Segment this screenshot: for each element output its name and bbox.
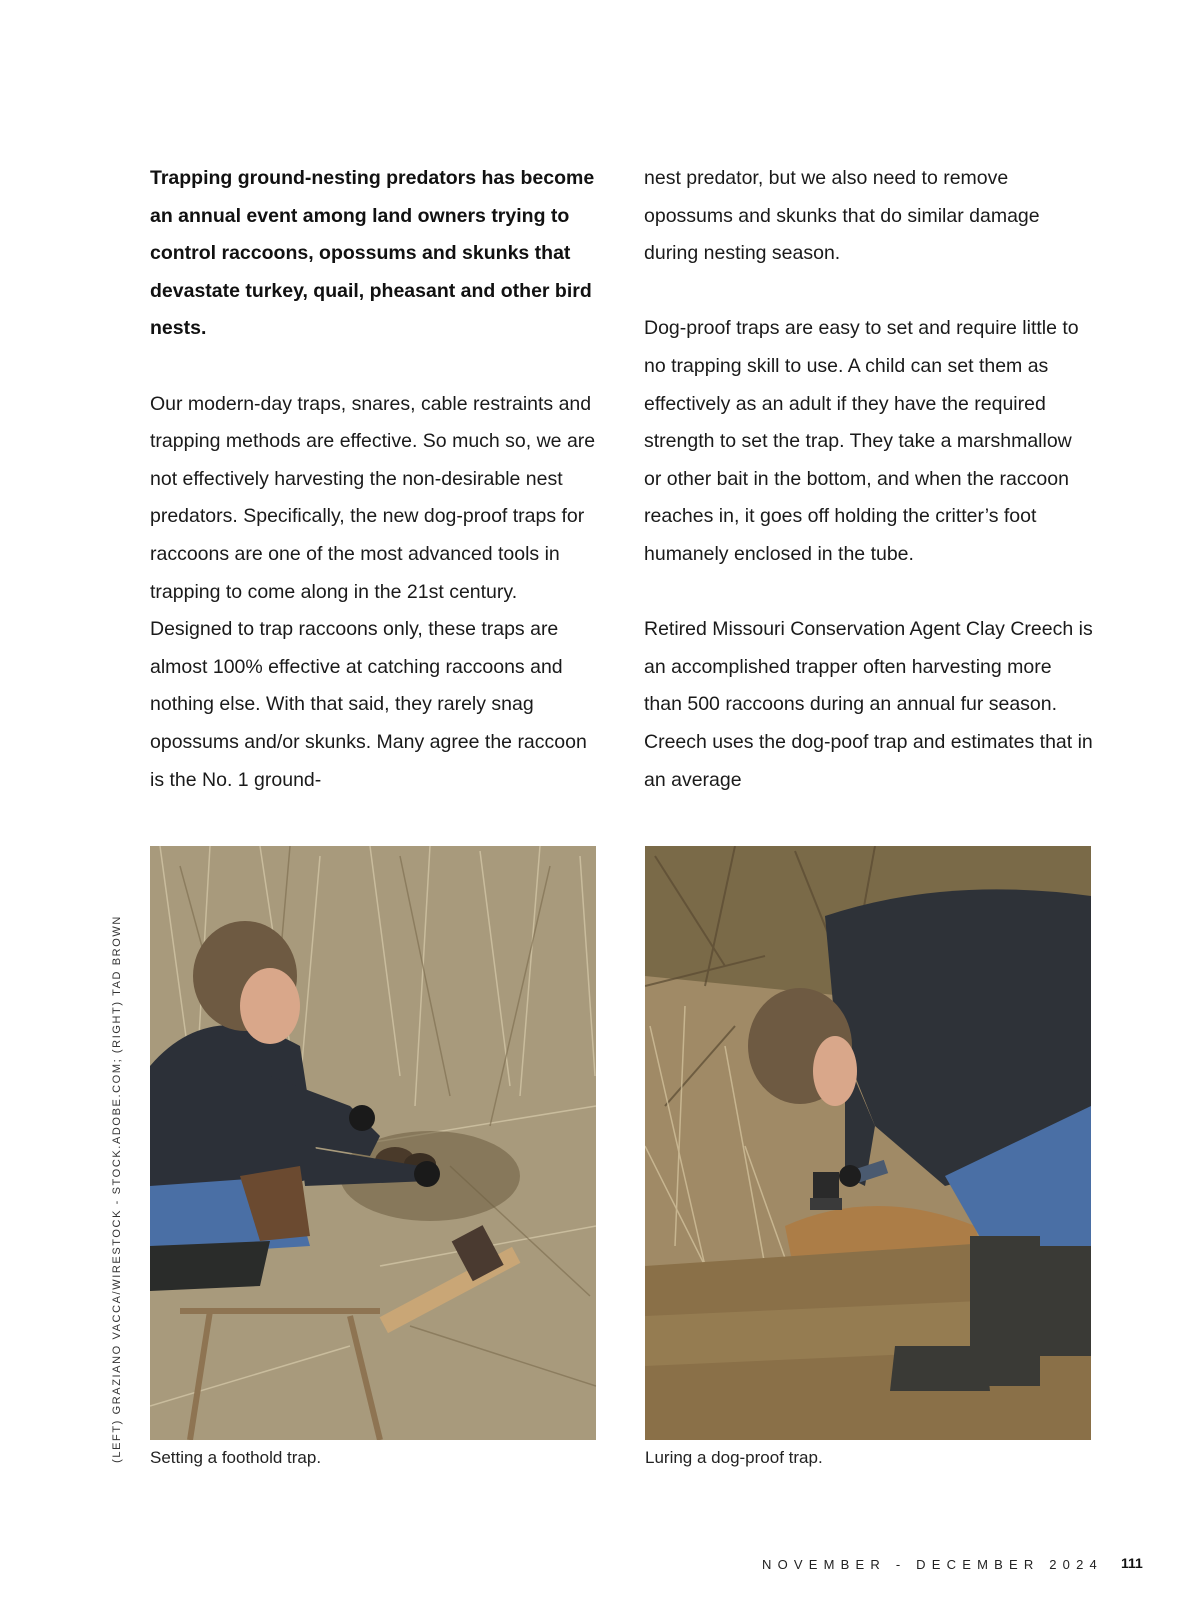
body-paragraph: Dog-proof traps are easy to set and require little to no trapping skill to use. A child can set them as effectively as an adult if they have the required strength to set the trap. They take a marshmallow or other bait in the bottom, and when the raccoon reaches in, it goes off holding the critter’s foot humanely enclosed in the tube.	[644, 317, 1079, 565]
photo-caption-right: Luring a dog-proof trap.	[645, 1448, 823, 1467]
photo-credit: (LEFT) GRAZIANO VACCA/WIRESTOCK - STOCK.ADOBE.COM; (RIGHT) TAD BROWN	[111, 915, 123, 1463]
body-paragraph: Retired Missouri Conservation Agent Clay Creech is an accomplished trapper often harvesting more than 500 raccoons during an annual fur season. Creech uses the dog-poof trap and estimates that in an average	[644, 618, 1093, 791]
photo-dog-proof-trap-illustration	[645, 846, 1091, 1440]
page-number: 111	[1121, 1555, 1143, 1571]
photo-foothold-trap	[150, 846, 596, 1440]
photo-foothold-trap-illustration	[150, 846, 596, 1440]
article-column-left	[150, 160, 600, 799]
body-paragraph: Our modern-day traps, snares, cable restraints and trapping methods are effective. So much so, we are not effectively harvesting the non-desirable nest predators. Specifically, the new dog-proof traps for raccoons are one of the most advanced tools in trapping to come along in the 21st century. Designed to trap raccoons only, these traps are almost 100% effective at catching raccoons and nothing else. With that said, they rarely snag opossums and/or skunks. Many agree the raccoon is the No. 1 ground-	[150, 392, 596, 791]
issue-date: NOVEMBER - DECEMBER 2024	[762, 1557, 1103, 1572]
photo-dog-proof-trap	[645, 846, 1091, 1440]
article-column-right	[644, 160, 1094, 799]
lead-paragraph: Trapping ground-nesting predators has become an annual event among land owners trying to control raccoons, opossums and skunks that devastate turkey, quail, pheasant and other bird nests.	[150, 167, 595, 340]
body-paragraph: nest predator, but we also need to remove opossums and skunks that do similar damage during nesting season.	[644, 167, 1040, 265]
photo-caption-left: Setting a foothold trap.	[150, 1448, 322, 1467]
